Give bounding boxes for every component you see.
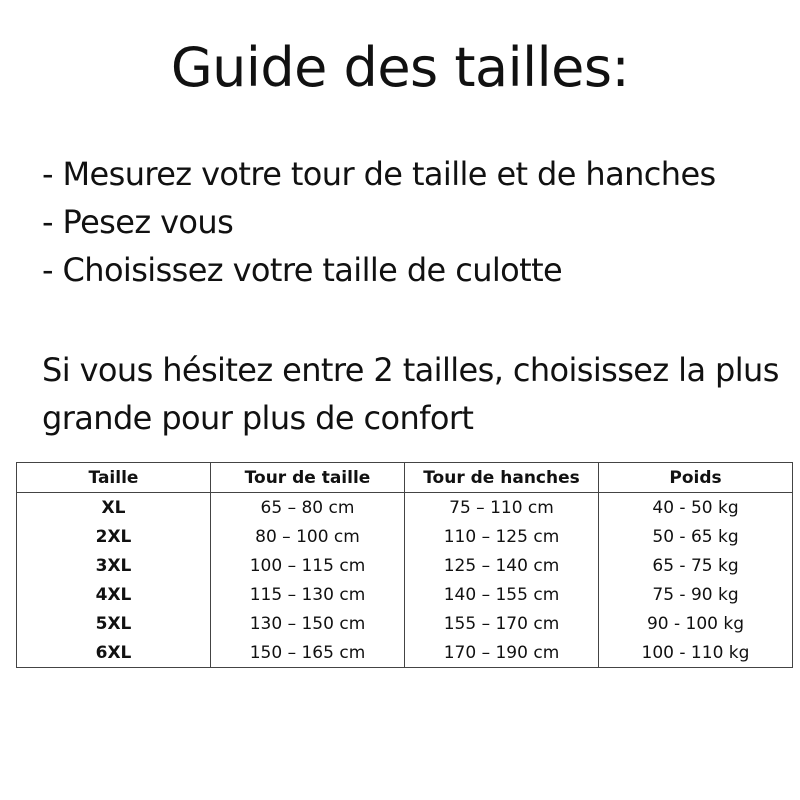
waist-cell: 115 – 130 cm	[211, 580, 405, 609]
hips-cell: 75 – 110 cm	[405, 493, 599, 523]
waist-cell: 65 – 80 cm	[211, 493, 405, 523]
instruction-item: - Mesurez votre tour de taille et de hanches	[42, 155, 716, 193]
instruction-list	[42, 150, 792, 294]
weight-cell: 100 - 110 kg	[599, 638, 793, 668]
waist-cell: 130 – 150 cm	[211, 609, 405, 638]
size-table	[16, 462, 793, 668]
size-cell: 6XL	[17, 638, 211, 668]
weight-cell: 90 - 100 kg	[599, 609, 793, 638]
waist-cell: 100 – 115 cm	[211, 551, 405, 580]
table-row	[17, 638, 793, 668]
page-title: Guide des tailles:	[170, 36, 630, 99]
table-row	[17, 580, 793, 609]
size-cell: 3XL	[17, 551, 211, 580]
waist-cell: 150 – 165 cm	[211, 638, 405, 668]
advice-text: Si vous hésitez entre 2 tailles, choisissez la plus grande pour plus de confort	[42, 351, 779, 437]
header-poids: Poids	[599, 463, 793, 493]
table-header-row	[17, 463, 793, 493]
table-row	[17, 522, 793, 551]
hips-cell: 155 – 170 cm	[405, 609, 599, 638]
instruction-item: - Choisissez votre taille de culotte	[42, 251, 563, 289]
hips-cell: 110 – 125 cm	[405, 522, 599, 551]
hips-cell: 170 – 190 cm	[405, 638, 599, 668]
size-cell: 2XL	[17, 522, 211, 551]
instruction-item: - Pesez vous	[42, 203, 234, 241]
weight-cell: 40 - 50 kg	[599, 493, 793, 523]
header-tour-de-taille: Tour de taille	[211, 463, 405, 493]
weight-cell: 65 - 75 kg	[599, 551, 793, 580]
table-row	[17, 493, 793, 523]
weight-cell: 50 - 65 kg	[599, 522, 793, 551]
hips-cell: 140 – 155 cm	[405, 580, 599, 609]
header-taille: Taille	[17, 463, 211, 493]
table-row	[17, 609, 793, 638]
size-cell: 5XL	[17, 609, 211, 638]
waist-cell: 80 – 100 cm	[211, 522, 405, 551]
size-cell: XL	[17, 493, 211, 523]
weight-cell: 75 - 90 kg	[599, 580, 793, 609]
size-cell: 4XL	[17, 580, 211, 609]
header-tour-de-hanches: Tour de hanches	[405, 463, 599, 493]
table-row	[17, 551, 793, 580]
hips-cell: 125 – 140 cm	[405, 551, 599, 580]
